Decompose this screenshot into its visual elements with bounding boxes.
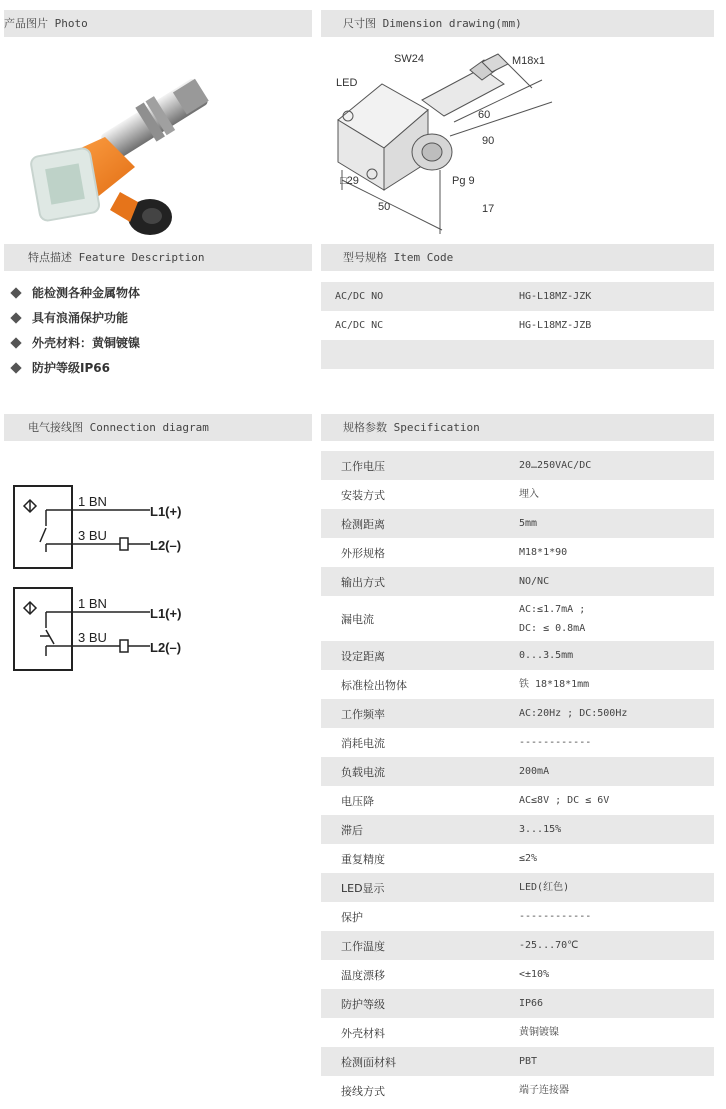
table-row: AC/DC NO HG-L18MZ-JZK [321, 282, 714, 311]
specification-table [321, 451, 714, 1105]
table-row: 防护等级 IP66 [321, 989, 714, 1018]
switch-no [40, 528, 46, 542]
dimension-header: 尺寸图 Dimension drawing(mm) [321, 10, 714, 37]
wire-label: 1 BN [78, 596, 107, 611]
table-row: 保护 ------------ [341, 910, 592, 924]
table-row: LED显示 LED(红色) [321, 873, 714, 902]
item-code-header: 型号规格 Item Code [321, 244, 714, 271]
table-row: 输出方式 NO/NC [321, 567, 714, 596]
diamond-bullet-icon [10, 287, 21, 298]
photo-header: 产品图片 Photo [4, 10, 312, 37]
product-photo [10, 42, 240, 240]
led-label: LED [336, 77, 358, 89]
diamond-bullet-icon [10, 312, 21, 323]
wire-label: 3 BU [78, 630, 107, 645]
table-row: 工作温度 -25...70℃ [321, 931, 714, 960]
table-row [321, 340, 714, 369]
terminal-label: L1(+) [150, 606, 182, 621]
feature-list [8, 280, 308, 380]
table-row: 消耗电流 ------------ [341, 736, 592, 750]
switch-nc [46, 630, 54, 644]
feature-item: 防护等级IP66 [8, 355, 308, 380]
specification-header: 规格参数 Specification [321, 414, 714, 441]
feature-item: 能检测各种金属物体 [8, 280, 308, 305]
sensor-box-no [14, 486, 72, 568]
table-row: 外形规格 M18*1*90 [341, 546, 568, 560]
len60-label: 60 [478, 109, 491, 121]
table-row: 接线方式 端子连接器 [341, 1084, 569, 1098]
table-row: 温度漂移 <±10% [341, 968, 550, 982]
table-row: 标准检出物体 铁 18*18*1mm [341, 678, 590, 692]
wire-label: 1 BN [78, 494, 107, 509]
w17-label: 17 [482, 203, 495, 215]
table-row: AC/DC NC HG-L18MZ-JZB [335, 320, 592, 331]
feature-item: 具有浪涌保护功能 [8, 305, 308, 330]
table-row: 重复精度 ≤2% [341, 852, 538, 866]
sensor-box-nc [14, 588, 72, 670]
sw-label: SW24 [394, 53, 424, 65]
table-row: 电压降 AC≤8V ; DC ≤ 6V [341, 794, 610, 808]
diamond-bullet-icon [10, 362, 21, 373]
table-row: 检测距离 5mm [321, 509, 714, 538]
len50-label: 50 [378, 201, 391, 213]
table-row: 安装方式 埋入 [341, 488, 539, 502]
connection-header: 电气接线图 Connection diagram [4, 414, 312, 441]
connection-diagram [10, 470, 210, 680]
len90-label: 90 [482, 135, 495, 147]
item-code-table [321, 282, 714, 369]
pg-label: Pg 9 [452, 175, 475, 187]
table-row: 外壳材料 黄铜镀镍 [341, 1026, 559, 1040]
load-symbol [120, 538, 128, 550]
table-row: 工作频率 AC:20Hz ; DC:500Hz [321, 699, 714, 728]
wire-label: 3 BU [78, 528, 107, 543]
dimension-drawing [322, 40, 717, 240]
table-row: 工作电压 20…250VAC/DC [321, 451, 714, 480]
load-symbol [120, 640, 128, 652]
table-row: 设定距离 0...3.5mm [321, 641, 714, 670]
table-row: 滞后 3...15% [321, 815, 714, 844]
feature-item: 外壳材料：黄铜镀镍 [8, 330, 308, 355]
diamond-bullet-icon [10, 337, 21, 348]
terminal-label: L1(+) [150, 504, 182, 519]
barrel-outline [422, 68, 504, 116]
terminal-label: L2(–) [150, 640, 182, 655]
feature-header: 特点描述 Feature Description [4, 244, 312, 271]
table-row: 漏电流 AC:≤1.7mA ; DC: ≤ 0.8mA [341, 603, 586, 634]
thread-label: M18x1 [512, 55, 546, 67]
table-row: 检测面材料 PBT [321, 1047, 714, 1076]
table-row: 负载电流 200mA [321, 757, 714, 786]
sq29-label: □29 [340, 175, 359, 187]
terminal-label: L2(–) [150, 538, 182, 553]
